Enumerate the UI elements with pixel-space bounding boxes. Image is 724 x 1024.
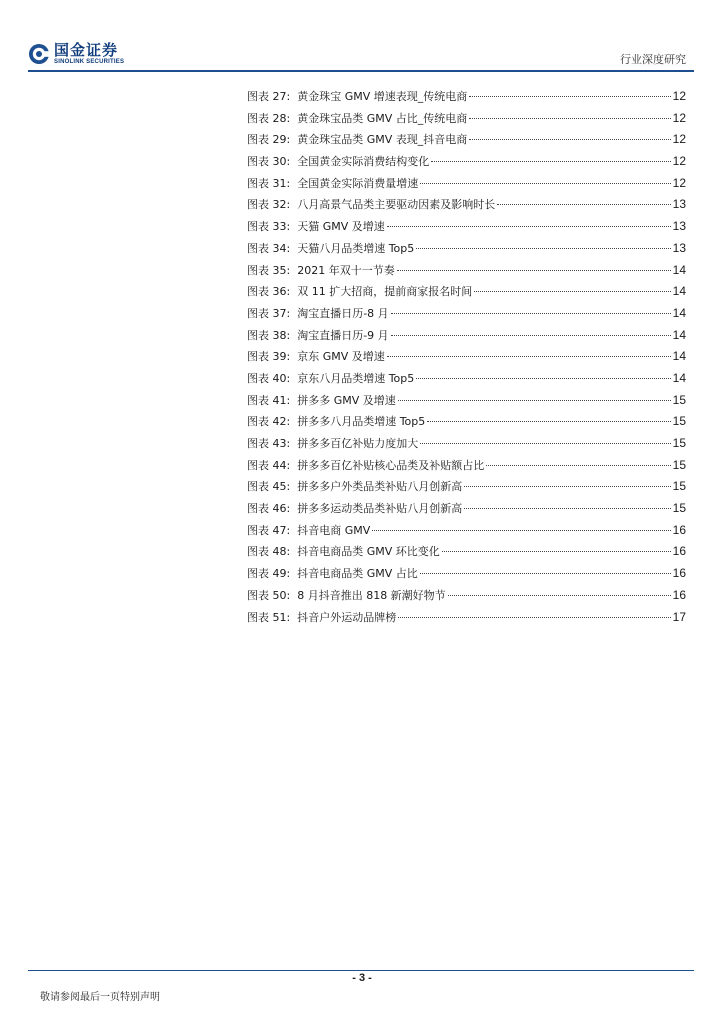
toc-leader-dots (427, 421, 670, 422)
toc-leader-dots (420, 443, 670, 444)
toc-page-number: 14 (672, 284, 686, 299)
toc-figure-title: 拼多多百亿补贴核心品类及补贴额占比 (297, 458, 485, 472)
toc-figure-title: 全国黄金实际消费结构变化 (297, 155, 430, 169)
toc-figure-number: 图表 46: (247, 502, 291, 516)
toc-entry[interactable] (247, 455, 686, 477)
toc-entry[interactable] (247, 476, 686, 498)
toc-figure-title: 双 11 扩大招商，提前商家报名时间 (297, 285, 473, 299)
toc-figure-title: 抖音户外运动品牌榜 (297, 610, 397, 624)
toc-figure-number: 图表 36: (247, 285, 291, 299)
toc-figure-number: 图表 34: (247, 241, 291, 255)
toc-figure-number: 图表 49: (247, 567, 291, 581)
sinolink-logo-icon (28, 43, 50, 65)
toc-figure-title: 八月高景气品类主要驱动因素及影响时长 (297, 198, 496, 212)
toc-page-number: 15 (672, 436, 686, 450)
toc-leader-dots (416, 378, 670, 379)
toc-figure-title: 拼多多 GMV 及增速 (297, 393, 396, 407)
toc-figure-number: 图表 27: (247, 90, 291, 103)
toc-page-number: 12 (672, 132, 686, 147)
toc-figure-title: 黄金珠宝品类 GMV 表现_抖音电商 (297, 133, 468, 147)
toc-page-number: 14 (672, 349, 686, 364)
toc-entry[interactable] (247, 390, 686, 412)
header-divider (28, 70, 694, 72)
toc-page-number: 15 (672, 479, 686, 494)
toc-figure-number: 图表 44: (247, 458, 291, 472)
toc-entry[interactable] (247, 541, 686, 563)
toc-entry[interactable] (247, 368, 686, 390)
toc-leader-dots (420, 573, 671, 574)
toc-page-number: 12 (672, 154, 686, 169)
toc-page-number: 15 (672, 501, 686, 516)
toc-figure-title: 京东 GMV 及增速 (297, 350, 385, 364)
toc-page-number: 15 (672, 414, 686, 429)
toc-entry[interactable] (247, 303, 686, 325)
toc-entry[interactable] (247, 173, 686, 195)
toc-page-number: 16 (672, 566, 686, 581)
toc-figure-number: 图表 37: (247, 306, 291, 320)
toc-entry[interactable] (247, 325, 686, 347)
toc-figure-number: 图表 32: (247, 198, 291, 212)
toc-entry[interactable] (247, 194, 686, 216)
toc-page-number: 14 (672, 370, 686, 385)
toc-leader-dots (469, 96, 670, 97)
toc-entry[interactable] (247, 260, 686, 282)
toc-entry[interactable] (247, 498, 686, 520)
toc-leader-dots (397, 270, 671, 271)
toc-figure-number: 图表 41: (247, 393, 291, 407)
toc-figure-number: 图表 43: (247, 437, 291, 450)
toc-figure-number: 图表 38: (247, 328, 291, 342)
toc-figure-title: 拼多多百亿补贴力度加大 (297, 437, 419, 450)
toc-figure-number: 图表 29: (247, 133, 291, 147)
toc-figure-title: 京东八月品类增速 Top5 (297, 371, 415, 385)
toc-figure-title: 天猫八月品类增速 Top5 (297, 241, 415, 255)
toc-figure-number: 图表 39: (247, 350, 291, 364)
toc-entry[interactable] (247, 129, 686, 151)
toc-entry[interactable] (247, 411, 686, 433)
toc-page-number: 17 (672, 609, 686, 624)
toc-leader-dots (474, 291, 670, 292)
toc-figure-title: 淘宝直播日历-9 月 (297, 328, 389, 342)
toc-leader-dots (416, 248, 670, 249)
toc-entry[interactable] (247, 216, 686, 238)
toc-leader-dots (372, 530, 670, 531)
toc-leader-dots (469, 139, 670, 140)
toc-figure-title: 黄金珠宝 GMV 增速表现_传统电商 (297, 90, 468, 103)
toc-entry[interactable] (247, 585, 686, 607)
toc-figure-number: 图表 51: (247, 610, 291, 624)
toc-leader-dots (469, 118, 670, 119)
toc-figure-title: 抖音电商 GMV (297, 523, 371, 537)
toc-page-number: 13 (672, 240, 686, 255)
toc-entry[interactable] (247, 108, 686, 130)
toc-figure-title: 拼多多运动类品类补贴八月创新高 (297, 502, 463, 516)
toc-figure-title: 2021 年双十一节奏 (297, 263, 395, 277)
toc-entry[interactable] (247, 563, 686, 585)
toc-page-number: 12 (672, 175, 686, 190)
figure-list (247, 86, 686, 628)
logo-chinese-name: 国金证券 (54, 41, 119, 59)
toc-figure-title: 黄金珠宝品类 GMV 占比_传统电商 (297, 111, 468, 125)
toc-entry[interactable] (247, 433, 686, 455)
toc-entry[interactable] (247, 151, 686, 173)
toc-entry[interactable] (247, 520, 686, 542)
toc-figure-number: 图表 31: (247, 176, 291, 190)
toc-leader-dots (464, 486, 670, 487)
toc-leader-dots (420, 183, 670, 184)
toc-leader-dots (398, 400, 671, 401)
toc-leader-dots (448, 595, 671, 596)
toc-leader-dots (398, 617, 670, 618)
toc-figure-title: 淘宝直播日历-8 月 (297, 306, 389, 320)
toc-figure-number: 图表 28: (247, 111, 291, 125)
toc-leader-dots (464, 508, 670, 509)
toc-page-number: 16 (672, 587, 686, 602)
toc-figure-title: 拼多多八月品类增速 Top5 (297, 415, 426, 429)
toc-figure-title: 8 月抖音推出 818 新潮好物节 (297, 588, 446, 602)
toc-page-number: 14 (672, 327, 686, 342)
toc-figure-number: 图表 48: (247, 545, 291, 559)
toc-page-number: 14 (672, 262, 686, 277)
toc-entry[interactable] (247, 281, 686, 303)
toc-page-number: 12 (672, 110, 686, 125)
logo-english-name: SINOLINK SECURITIES (54, 59, 125, 65)
toc-entry[interactable] (247, 607, 686, 629)
toc-figure-title: 抖音电商品类 GMV 环比变化 (297, 545, 440, 559)
toc-page-number: 13 (672, 197, 686, 212)
toc-leader-dots (387, 226, 671, 227)
toc-leader-dots (497, 204, 670, 205)
toc-leader-dots (442, 551, 671, 552)
toc-page-number: 12 (672, 89, 686, 103)
toc-entry[interactable] (247, 86, 686, 108)
toc-figure-number: 图表 35: (247, 263, 291, 277)
toc-page-number: 16 (672, 544, 686, 559)
disclaimer-note: 敬请参阅最后一页特别声明 (40, 992, 160, 1003)
toc-page-number: 14 (672, 305, 686, 320)
toc-entry[interactable] (247, 346, 686, 368)
toc-page-number: 15 (672, 392, 686, 407)
toc-leader-dots (431, 161, 670, 162)
toc-leader-dots (387, 356, 671, 357)
toc-figure-number: 图表 42: (247, 415, 291, 429)
toc-figure-title: 全国黄金实际消费量增速 (297, 176, 419, 190)
toc-figure-title: 抖音电商品类 GMV 占比 (297, 567, 418, 581)
page-number: - 3 - (352, 972, 372, 984)
toc-page-number: 16 (672, 522, 686, 537)
toc-figure-number: 图表 45: (247, 480, 291, 494)
toc-figure-number: 图表 40: (247, 371, 291, 385)
toc-page-number: 15 (672, 457, 686, 472)
toc-figure-title: 天猫 GMV 及增速 (297, 220, 385, 234)
toc-leader-dots (391, 313, 671, 314)
toc-entry[interactable] (247, 238, 686, 260)
toc-figure-number: 图表 30: (247, 155, 291, 169)
document-type: 行业深度研究 (620, 53, 686, 66)
toc-leader-dots (391, 335, 671, 336)
toc-figure-number: 图表 50: (247, 588, 291, 602)
page-header (0, 0, 724, 80)
toc-page-number: 13 (672, 219, 686, 234)
toc-figure-number: 图表 33: (247, 220, 291, 234)
company-logo (28, 42, 124, 66)
toc-figure-number: 图表 47: (247, 523, 291, 537)
toc-leader-dots (486, 465, 670, 466)
footer-divider (28, 970, 694, 971)
toc-figure-title: 拼多多户外类品类补贴八月创新高 (297, 480, 463, 494)
